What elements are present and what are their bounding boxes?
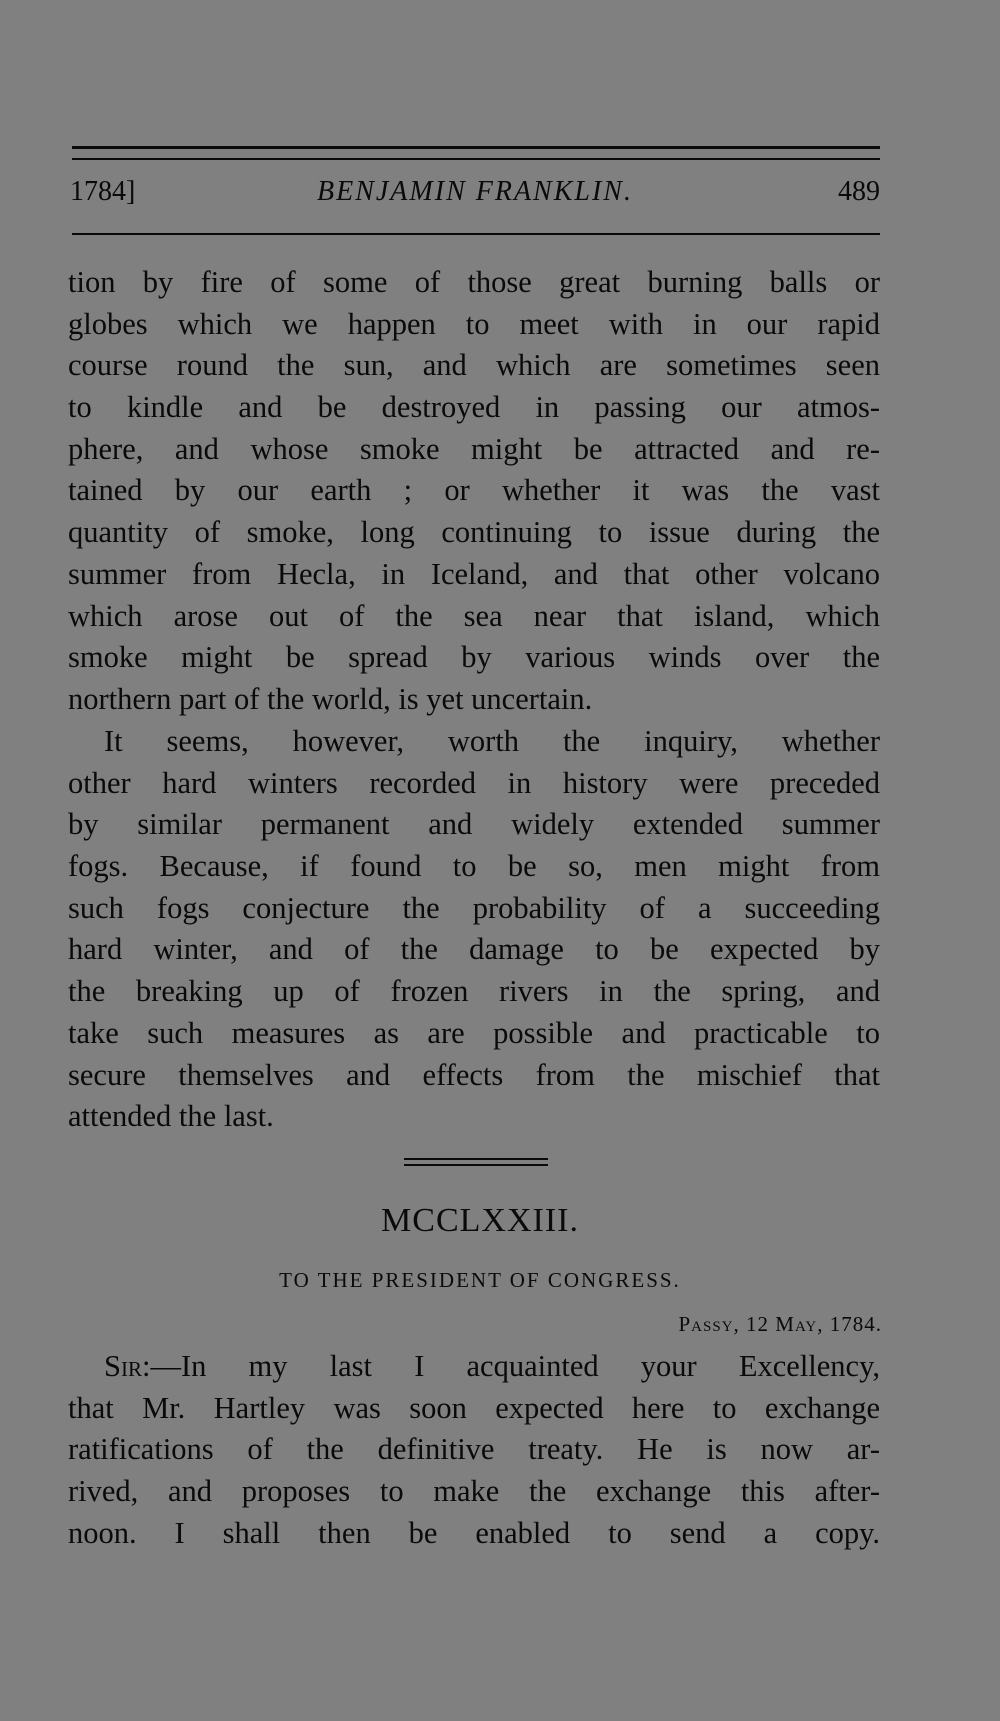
text-line: tained by our earth ; or whether it was the vast — [68, 473, 880, 508]
text-line: other hard winters recorded in history were preceded — [68, 765, 880, 800]
letter-number: MCCLXXIII. — [381, 1202, 579, 1239]
text-line: fogs. Because, if found to be so, men might from — [68, 849, 880, 884]
text-line: quantity of smoke, long continuing to issue during the — [68, 515, 880, 550]
letter-addressee: TO THE PRESIDENT OF CONGRESS. — [279, 1268, 681, 1292]
text-line: It seems, however, worth the inquiry, whether — [104, 724, 880, 758]
letter-dateline: Passy, 12 May, 1784. — [678, 1312, 882, 1336]
header-rule-top-1 — [72, 146, 880, 149]
text-line: the breaking up of frozen rivers in the spring, and — [68, 974, 880, 1009]
section-separator-1 — [404, 1158, 548, 1160]
text-line: attended the last. — [68, 1099, 274, 1134]
paragraph-1 — [68, 262, 880, 721]
text-line: secure themselves and effects from the mischief that — [68, 1057, 880, 1092]
header-rule-top-2 — [72, 158, 880, 160]
paragraph-2 — [68, 721, 880, 1138]
running-title: BENJAMIN FRANKLIN. — [317, 176, 633, 207]
text-line: summer from Hecla, in Iceland, and that other volcano — [68, 556, 880, 591]
text-line: which arose out of the sea near that island, which — [68, 598, 880, 633]
text-line: to kindle and be destroyed in passing our atmos- — [68, 390, 880, 425]
section-separator-2 — [404, 1164, 548, 1166]
text-line: tion by fire of some of those great burning balls or — [68, 265, 880, 299]
text-line: by similar permanent and widely extended summer — [68, 807, 880, 842]
running-header — [70, 176, 880, 216]
text-line: rived, and proposes to make the exchange this after- — [68, 1474, 880, 1509]
text-line: globes which we happen to meet with in our rapid — [68, 306, 880, 341]
text-line: that Mr. Hartley was soon expected here to exchange — [68, 1390, 880, 1425]
page-number: 489 — [838, 176, 880, 207]
text-line-rest: :—In my last I acquainted your Excellency, — [141, 1349, 880, 1383]
text-line: northern part of the world, is yet uncertain. — [68, 681, 593, 716]
text-line: course round the sun, and which are sometimes seen — [68, 348, 880, 383]
text-line: take such measures as are possible and practicable to — [68, 1015, 880, 1050]
salutation: Sir — [104, 1349, 142, 1383]
header-rule-bottom — [72, 233, 880, 235]
text-line: noon. I shall then be enabled to send a copy. — [68, 1515, 880, 1550]
header-year: 1784] — [70, 176, 136, 207]
text-line — [68, 1346, 880, 1388]
text-line: smoke might be spread by various winds over the — [68, 640, 880, 675]
text-line: ratifications of the definitive treaty. He is now ar- — [68, 1432, 880, 1467]
text-line: hard winter, and of the damage to be expected by — [68, 932, 880, 967]
text-line: phere, and whose smoke might be attracted and re- — [68, 431, 880, 466]
text-line: such fogs conjecture the probability of a succeeding — [68, 890, 880, 925]
letter-body — [68, 1346, 880, 1554]
